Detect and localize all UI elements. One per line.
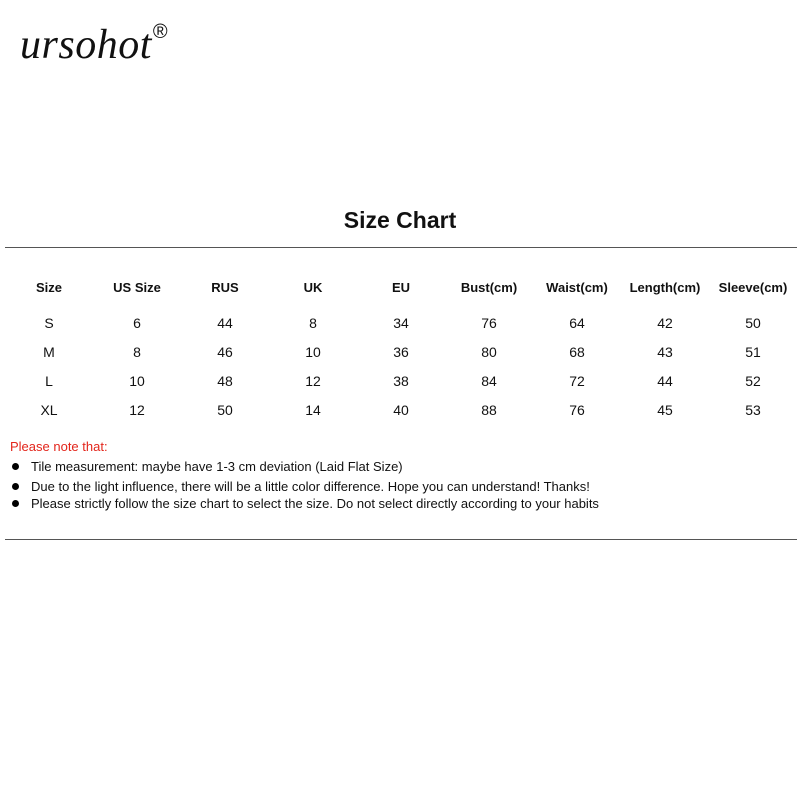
- table-row: [5, 395, 797, 424]
- size-table: [5, 270, 797, 424]
- table-cell: 53: [745, 401, 761, 418]
- table-cell: 8: [309, 314, 317, 331]
- bottom-divider: [5, 539, 797, 540]
- table-cell: 50: [217, 401, 233, 418]
- table-header-row: [5, 270, 797, 304]
- column-header: Length(cm): [629, 279, 701, 295]
- column-header: Size: [35, 279, 62, 295]
- note-text: Please strictly follow the size chart to select the size. Do not select directly according to your habits: [31, 496, 599, 511]
- table-cell: 84: [481, 372, 497, 389]
- table-cell: 44: [217, 314, 233, 331]
- table-cell: 38: [393, 372, 409, 389]
- table-cell: 14: [305, 401, 321, 418]
- table-cell: 44: [657, 372, 673, 389]
- table-cell: 6: [133, 314, 141, 331]
- table-cell: 72: [569, 372, 585, 389]
- table-cell: 48: [217, 372, 233, 389]
- table-cell: XL: [40, 401, 58, 418]
- column-header: Sleeve(cm): [718, 279, 788, 295]
- table-cell: 34: [393, 314, 409, 331]
- table-cell: 51: [745, 343, 761, 360]
- notes-heading: Please note that:: [10, 439, 108, 454]
- column-header: Bust(cm): [460, 279, 518, 295]
- note-item: [10, 458, 790, 475]
- bullet-icon: [12, 463, 19, 470]
- table-row: [5, 337, 797, 366]
- table-cell: L: [45, 372, 53, 389]
- table-cell: 36: [393, 343, 409, 360]
- page-title: Size Chart: [343, 207, 457, 233]
- column-header: RUS: [211, 279, 239, 295]
- table-cell: 10: [305, 343, 321, 360]
- table-cell: 64: [569, 314, 585, 331]
- table-cell: 76: [481, 314, 497, 331]
- brand-logo: [20, 20, 167, 77]
- table-cell: 46: [217, 343, 233, 360]
- note-text: Due to the light influence, there will be a little color difference. Hope you can understand! Thanks!: [31, 479, 590, 494]
- table-cell: 12: [305, 372, 321, 389]
- column-header: EU: [391, 279, 411, 295]
- table-cell: 50: [745, 314, 761, 331]
- table-cell: 88: [481, 401, 497, 418]
- table-cell: M: [43, 343, 55, 360]
- table-cell: 68: [569, 343, 585, 360]
- note-text: Tile measurement: maybe have 1-3 cm deviation (Laid Flat Size): [31, 459, 403, 474]
- table-row: [5, 304, 797, 337]
- table-cell: 80: [481, 343, 497, 360]
- table-cell: 40: [393, 401, 409, 418]
- note-item: [10, 495, 790, 512]
- column-header: Waist(cm): [546, 279, 608, 295]
- column-header: UK: [303, 279, 323, 295]
- table-cell: 76: [569, 401, 585, 418]
- top-divider: [5, 247, 797, 248]
- table-cell: 8: [133, 343, 141, 360]
- registered-mark: ®: [152, 21, 169, 43]
- bullet-icon: [12, 500, 19, 507]
- table-cell: 12: [129, 401, 145, 418]
- table-cell: 43: [657, 343, 673, 360]
- table-cell: S: [44, 314, 54, 331]
- table-cell: 42: [657, 314, 673, 331]
- notes-section: [10, 439, 790, 512]
- brand-name: ursohot: [20, 22, 152, 68]
- column-header: US Size: [113, 279, 161, 295]
- table-cell: 52: [745, 372, 761, 389]
- bullet-icon: [12, 483, 19, 490]
- table-cell: 10: [129, 372, 145, 389]
- table-row: [5, 366, 797, 395]
- table-cell: 45: [657, 401, 673, 418]
- note-item: [10, 478, 790, 495]
- notes-list: [10, 458, 790, 512]
